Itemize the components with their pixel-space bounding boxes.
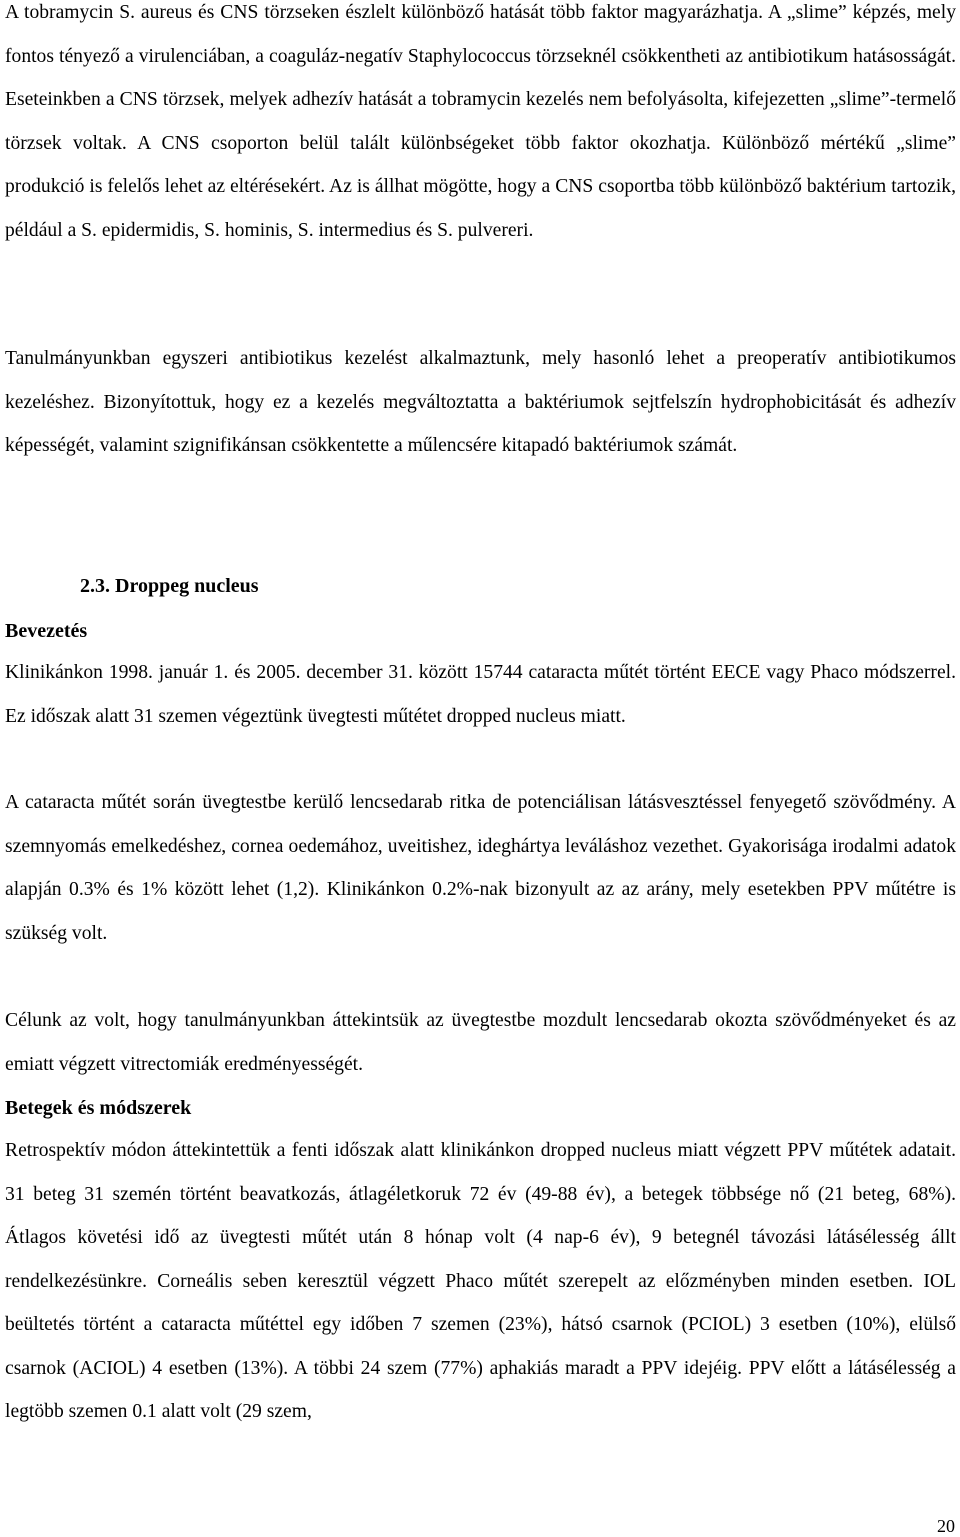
paragraph-study-conclusion: Tanulmányunkban egyszeri antibiotikus kezelést alkalmaztunk, mely hasonló lehet a preoperatív antibiotikumos kezeléshez. Bizonyítottuk, hogy ez a kezelés megváltoztatta a baktériumok sejtfelszín hydrophobicitását és adhezív képességét, valamint szignifikánsan csökkentette a műlencsére kitapadó baktériumok számát.: [5, 348, 956, 456]
section-heading: [80, 568, 259, 604]
paragraph-complication: A cataracta műtét során üvegtestbe kerülő lencsedarab ritka de potenciálisan látásvesztéssel fenyegető szövődmény. A szemnyomás emelkedéshez, cornea oedemához, uveitishez, ideghártya leváláshoz vezethet. Gyakorisága irodalmi adatok alapján 0.3% és 1% között lehet (1,2). Klinikánkon 0.2%-nak bizonyult az az arány, mely esetekben PPV műtétre is szükség volt.: [5, 792, 956, 944]
paragraph-clinic-stats: Klinikánkon 1998. január 1. és 2005. december 31. között 15744 cataracta műtét történt EECE vagy Phaco módszerrel. Ez időszak alatt 31 szemen végeztünk üvegtesti műtétet dropped nucleus miatt.: [5, 662, 956, 727]
paragraph-aim: Célunk az volt, hogy tanulmányunkban áttekintsük az üvegtestbe mozdult lencsedarab okozta szövődményeket és az emiatt végzett vitrectomiák eredményességét.: [5, 1010, 956, 1075]
section-title: Droppeg nucleus: [115, 575, 259, 597]
section-number: 2.3.: [80, 575, 110, 597]
page-number: 20: [937, 1516, 955, 1536]
intro-heading: Bevezetés: [5, 620, 88, 642]
methods-heading: Betegek és módszerek: [5, 1097, 192, 1119]
paragraph-methods: Retrospektív módon áttekintettük a fenti időszak alatt klinikánkon dropped nucleus miatt végzett PPV műtétek adatait. 31 beteg 31 szemén történt beavatkozás, átlagéletkoruk 72 év (49-88 év), a betegek többsége nő (21 beteg, 68%). Átlagos követési idő az üvegtesti műtét után 8 hónap volt (4 nap-6 év), 9 betegnél távozási látásélesség állt rendelkezésünkre. Corneális seben keresztül végzett Phaco műtét szerepelt az előzményben minden esetben. IOL beültetés történt a cataracta műtéttel egy időben 7 szemen (23%), hátsó csarnok (PCIOL) 3 esetben (10%), elülső csarnok (ACIOL) 4 esetben (13%). A többi 24 szem (77%) aphakiás maradt a PPV idejéig. PPV előtt a látásélesség a legtöbb szemen 0.1 alatt volt (29 szem,: [5, 1140, 956, 1422]
paragraph-slime-discussion: A tobramycin S. aureus és CNS törzseken észlelt különböző hatását több faktor magyarázhatja. A „slime” képzés, mely fontos tényező a virulenciában, a coaguláz-negatív Staphylococcus törzseknél csökkentheti az antibiotikum hatásosságát. Eseteinkben a CNS törzsek, melyek adhezív hatását a tobramycin kezelés nem befolyásolta, kifejezetten „slime”-termelő törzsek voltak. A CNS csoporton belül talált különbségeket több faktor okozhatja. Különböző mértékű „slime” produkció is felelős lehet az eltérésekért. Az is állhat mögötte, hogy a CNS csoportba több különböző baktérium tartozik, például a S. epidermidis, S. hominis, S. intermedius és S. pulvereri.: [5, 2, 956, 241]
